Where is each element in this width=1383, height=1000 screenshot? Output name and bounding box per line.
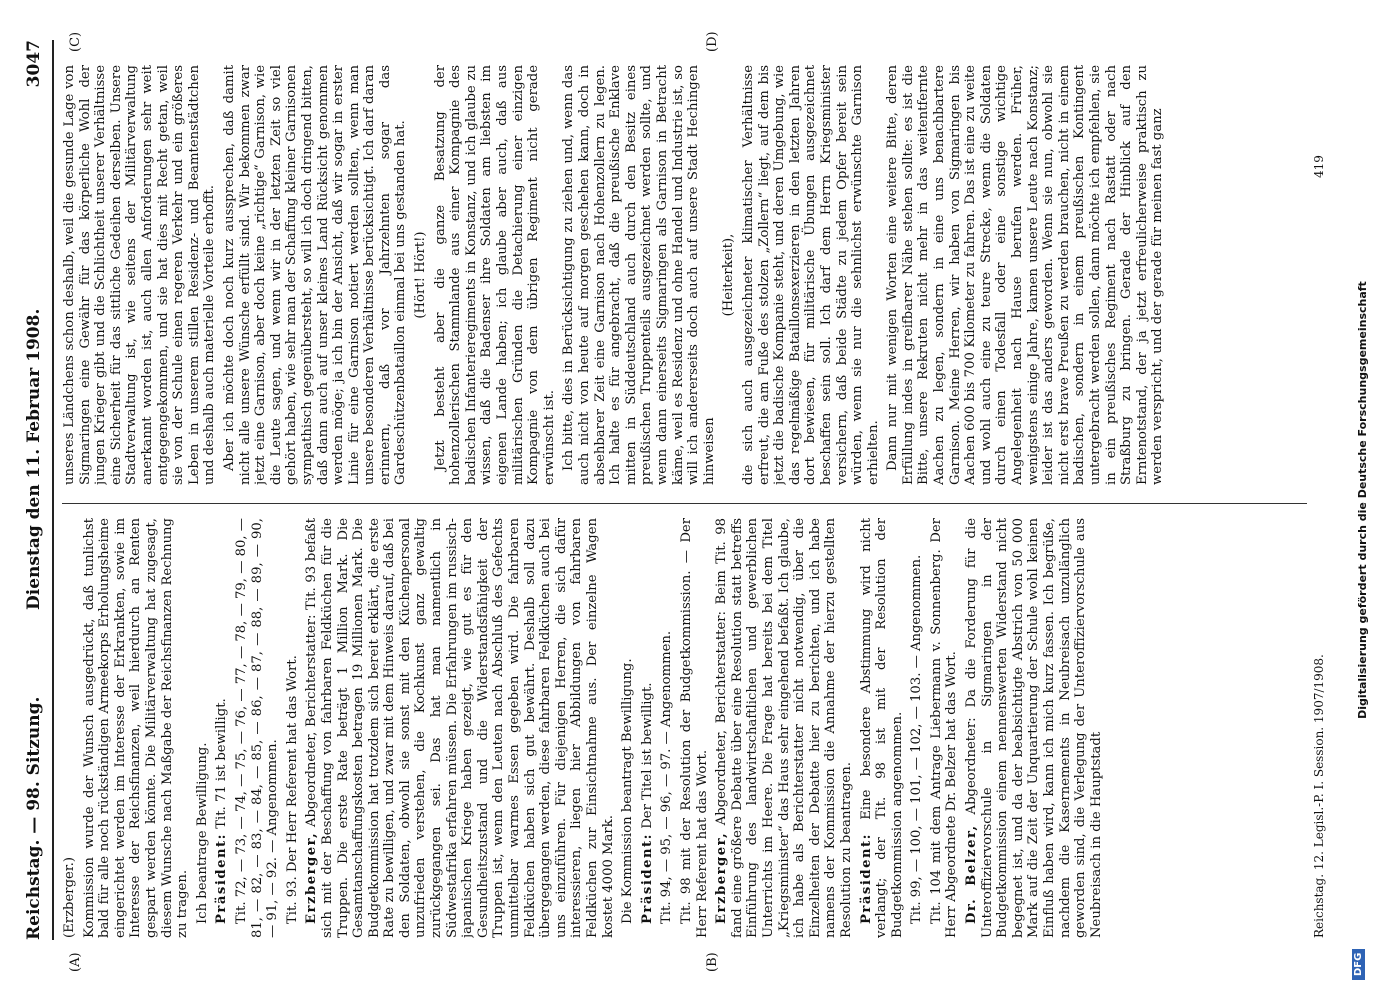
- paragraph: Aber ich möchte doch noch kurz aussprechen, daß damit nicht alle unsere Wünsche erfüllt sind. Wir bekommen zwar jetzt eine Garnison, aber doch keine „richtige“ Garnison, wie die Leute sagen, und wenn wir in der letzten Zeit so viel gehört haben, wie sehr man der Schaffung kleiner Garnisonen sympathisch gegenübersteht, so will ich doch dringend bitten, daß dann auch auf unser kleines Land Rücksicht genommen werden möge; ja ich bin der Ansicht, daß wir sogar in erster Linie für eine Garnison notiert werden sollten, wenn man unsere besonderen Verhältnisse berücksichtigt. Ich darf daran erinnern, daß vor Jahrzehnten sogar das Gardeschützenbataillon einmal bei uns gestanden hat.: [221, 65, 409, 485]
- header-date: Dienstag den 11. Februar 1908.: [24, 308, 44, 610]
- margin-mark-d: (D): [705, 31, 720, 52]
- title-list: Tit. 98 mit der Resolution der Budgetkommission. — Der Herr Referent hat das Wort.: [678, 518, 710, 938]
- paragraph: Ich bitte, dies in Berücksichtigung zu ziehen und, wenn das auch nicht von heute auf morgen geschehen kann, doch in absehbarer Zeit eine Garnison nach Hohenzollern zu legen. Ich halte es für angebracht, daß die preußische Enklave mitten in Süddeutschland auch durch den Besitz eines preußischen Truppenteils ausgezeichnet werden sollte, und wenn dann einerseits Sigmaringen als Garnison in Betracht käme, weil es Residenz und ohne Handel und Industrie ist, so will ich andererseits doch auch auf unsere Stadt Hechingen hinweisen: [561, 65, 717, 485]
- header-rule: [52, 40, 54, 940]
- digitization-credit: Digitalisierung gefördert durch die Deutsche Forschungsgemeinschaft: [1356, 281, 1369, 719]
- paragraph: Abgeordneter: Da die Forderung für die Unteroffiziervorschule in Sigmaringen in der Budgetkommission einem nennenswerten Widerstand nicht begegnet ist, und da der beabsichtigte Abstrich von 50 000 Mark auf die Zeit der Unquartierung der Schule wohl keinen Einfluß haben wird, kann ich mich kurz fassen. Ich begrüße, nachdem die Kasernements in Neubreisach unzulänglich geworden sind, die Verlegung der Unteroffiziervorschule aus Neubreisach in die Hauptstadt: [964, 518, 1104, 938]
- paragraph: Jetzt besteht aber die ganze Besatzung der hohenzollerischen Stammlande aus einer Kompagnie des badischen Infanterieregiments in Konstanz, und ich glaube zu wissen, daß die Badenser ihre Soldaten am liebsten im eigenen Lande haben; ich glaube aber auch, daß aus militärischen Gründen die Detachierung einer einzigen Kompagnie von dem übrigen Regiment nicht gerade erwünscht ist.: [432, 65, 557, 485]
- interjection: (Heiterkeit),: [721, 233, 737, 317]
- title-list: Tit. 94, — 95, — 96, — 97. — Angenommen.: [659, 630, 675, 924]
- speaker-label: Erzberger,: [714, 831, 730, 924]
- title-list: Tit. 72, — 73, — 74, — 75, — 76, — 77, — 78, — 79, — 80, — 81, — 82, — 83, — 84, — 85, — 86, — 87, — 88, — 89, — 90, — 91, — 92. — Angenommen.: [233, 518, 281, 938]
- paragraph: Abgeordneter, Berichterstatter: Beim Tit. 98 fand eine größere Debatte über eine Resolution statt betreffs Einführung des landwirtschaftlichen und gewerblichen Unterrichts im Heere. Die Frage hat bereits bei dem Titel „Kriegsminister“ das Haus sehr eingehend befaßt. Ich glaube, ich habe als Berichterstatter nicht notwendig, über die Einzelheiten der Debatte hier zu berichten, und ich habe namens der Kommission die Annahme der hierzu gestellten Resolution zu beantragen.: [714, 518, 854, 938]
- dfg-logo: DFG: [1352, 949, 1365, 980]
- speaker-label: Präsident:: [214, 832, 230, 924]
- title-list: Tit. 104 mit dem Antrage Liebermann v. Sonnenberg. Der Herr Abgeordnete Dr. Belzer hat das Wort.: [928, 518, 960, 938]
- paragraph: Ich beantrage Bewilligung.: [194, 742, 210, 924]
- title-list: Tit. 93. Der Herr Referent hat das Wort.: [284, 655, 300, 924]
- paragraph: Der Titel ist bewilligt.: [639, 682, 655, 829]
- speaker-label: Erzberger,: [304, 831, 320, 924]
- paragraph: Die Kommission beantragt Bewilligung.: [620, 658, 636, 924]
- paragraph: Kommission wurde der Wunsch ausgedrückt, daß tunlichst bald für alle noch rückständigen Armeekorps Erholungsheime eingerichtet werden im Interesse der Erkrankten, sowie im Interesse der Reichsfinanzen, weil hierdurch an Renten gespart werden könnte. Die Militärverwaltung hat zugesagt, diesem Wunsche nach Maßgabe der Reichsfinanzen Rechnung zu tragen.: [81, 518, 191, 938]
- margin-mark-a: (A): [68, 952, 83, 972]
- paragraph: die sich auch ausgezeichneter klimatischer Verhältnisse erfreut, die am Fuße des stolzen „Zollern“ liegt, auf dem bis jetzt die badische Kompanie steht, und deren Umgebung, wie das regelmäßige Bataillonsexerzieren in den letzten Jahren dort bewiesen, für militärische Übungen ausgezeichnet beschaffen sein soll. Ich darf dem Herrn Kriegsminister versichern, daß beide Städte zu jedem Opfer bereit sein würden, wenn sie nur die sehnlichst erwünschte Garnison erhielten.: [740, 65, 881, 485]
- paragraph: unseres Ländchens schon deshalb, weil die gesunde Lage von Sigmaringen eine Gewähr für das körperliche Wohl der jungen Krieger gibt und die Schlichtheit unserer Verhältnisse eine Sicherheit für das sittliche Gedeihen derselben. Unsere Stadtverwaltung ist, wie seitens der Militärverwaltung anerkannt worden ist, auch allen Anforderungen sehr weit entgegengekommen, und sie hat dies mit Recht getan, weil sie von der Schule einen regeren Verkehr und ein größeres Leben in unserem stillen Residenz- und Beamtenstädtchen und deshalb auch materielle Vorteile erhofft.: [62, 65, 218, 485]
- left-column: [62, 518, 1307, 938]
- page-header: [18, 40, 52, 940]
- margin-mark-b: (B): [705, 952, 720, 972]
- margin-mark-c: (C): [68, 31, 83, 52]
- paragraph: Abgeordneter, Berichterstatter: Tit. 93 befaßt sich mit der Beschaffung von fahrbaren Feldküchen für die Truppen. Die erste Rate beträgt 1 Million Mark. Die Gesamtanschaffungskosten betragen 19 Millionen Mark. Die Budgetkommission hat trotzdem sich bereit erklärt, die erste Rate zu bewilligen, und zwar mit dem Hinweis darauf, daß bei den Soldaten, obwohl sie sonst mit den Küchenpersonal unzufrieden verstehen, die Kochkunst ganz gewaltig zurückgegangen sei. Das hat man namentlich in Südwestafrika erfahren müssen. Die Erfahrungen im russisch-japanischen Kriege haben gezeigt, wie gut es für den Gesundheitszustand und die Widerstandsfähigkeit der Truppen ist, wenn den Leuten nach Abschluß des Gefechts unmittelbar warmes Essen gegeben wird. Die fahrbaren Feldküchen haben sich gut bewährt. Deshalb soll dazu übergegangen werden, diese fahrbaren Feldküchen auch bei uns einzuführen. Für diejenigen Herren, die sich dafür interessieren, liegen hier Abbildungen von fahrbaren Feldküchen zur Einsichtnahme aus. Der einzelne Wagen kostet 4000 Mark.: [304, 518, 616, 938]
- title-list: Tit. 99, — 100, — 101, — 102, — 103. — Angenommen.: [909, 554, 925, 924]
- speaker-label: Dr. Belzer,: [964, 824, 980, 924]
- footer-sheet-number: 419: [1312, 155, 1326, 178]
- speaker-tag: (Erzberger.): [62, 856, 77, 938]
- speaker-label: Präsident:: [639, 832, 655, 924]
- paragraph: Eine besondere Abstimmung wird nicht verlangt; der Tit. 98 ist mit der Resolution der Budgetkommission angenommen.: [858, 518, 905, 938]
- header-left: Reichstag. — 98. Sitzung.: [24, 696, 44, 940]
- interjection: (Hört! Hört!): [413, 231, 429, 319]
- paragraph: Dann nur mit wenigen Worten eine weitere Bitte, deren Erfüllung indes in greifbarer Nähe stehen sollte: es ist die Bitte, unsere Rekruten nicht mehr in das weitentfernte Aachen zu legen, sondern in eine uns benachbartere Garnison. Meine Herren, wir haben von Sigmaringen bis Aachen 600 bis 700 Kilometer zu fahren. Das ist eine zu weite und wohl auch eine zu teure Strecke, wenn die Soldaten durch einen Todesfall oder eine sonstige wichtige Angelegenheit nach Hause berufen werden. Früher, wenigstens einige Jahre, kamen unsere Leute nach Konstanz; leider ist das anders geworden. Wenn sie nun, obwohl sie nicht erst brave Preußen zu werden brauchen, nicht in einem badischen, sondern in einem preußischen Kontingent untergebracht werden sollen, dann möchte ich empfehlen, sie in ein preußisches Regiment nach Rastatt oder nach Straßburg zu bringen. Gerade der Hinblick auf den Erntenotstand, der ja jetzt erfreulicherweise praktisch zu werden verspricht, und der gerade für meinen fast ganz: [885, 65, 1166, 485]
- column-divider: [62, 503, 1307, 504]
- speaker-label: Präsident:: [858, 832, 874, 924]
- right-column: [62, 65, 1307, 485]
- footer-session: Reichstag. 12. Legisl.-P. I. Session. 1907/1908.: [1312, 654, 1326, 938]
- page-number: 3047: [24, 40, 44, 88]
- paragraph: Tit. 71 ist bewilligt.: [214, 698, 230, 829]
